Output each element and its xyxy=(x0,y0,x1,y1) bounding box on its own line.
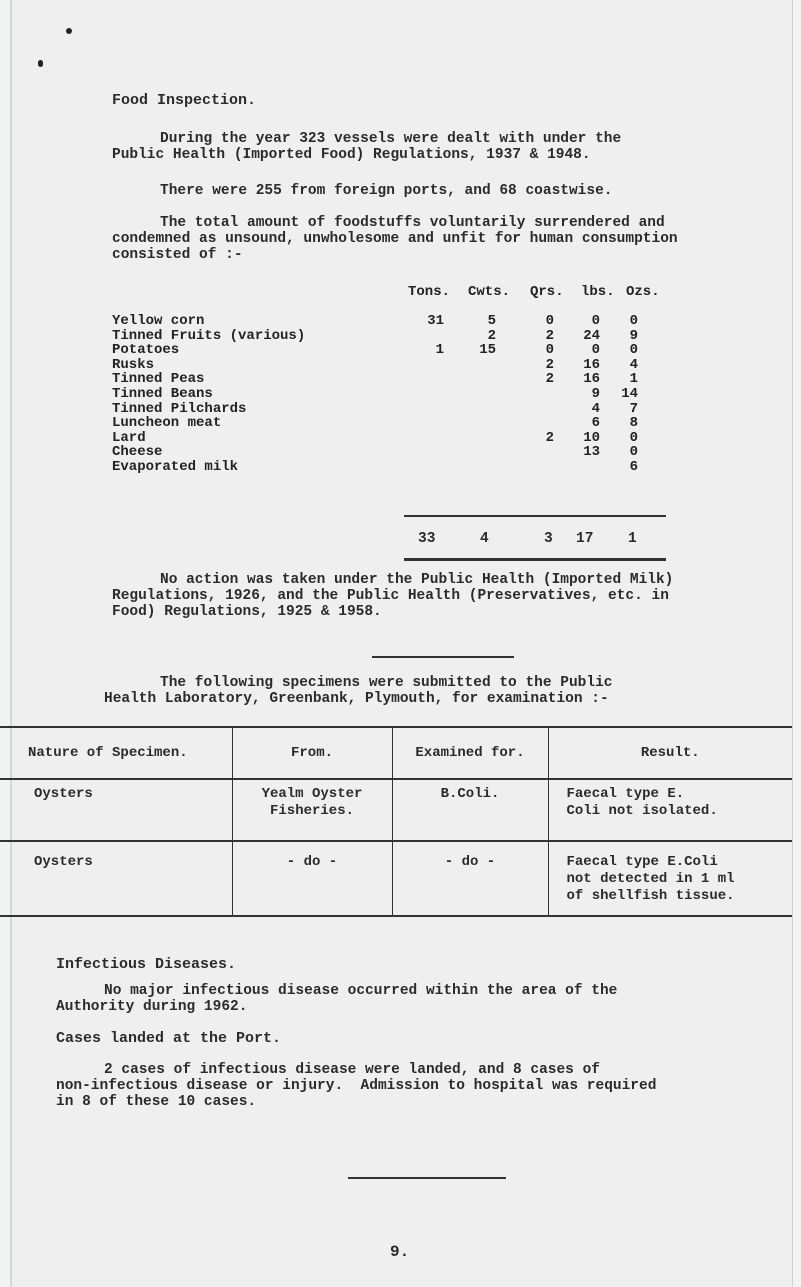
lbs-value: 10 xyxy=(583,429,600,446)
qrs-value: 2 xyxy=(545,356,554,373)
para3-line2: condemned as unsound, unwholesome and unfit for human consumption xyxy=(112,231,678,247)
total-cwts: 4 xyxy=(480,531,489,547)
inventory-item: Evaporated milk xyxy=(112,458,239,475)
tons-column xyxy=(414,314,444,358)
ozs-column xyxy=(612,314,638,475)
no-action-line3: Food) Regulations, 1925 & 1958. xyxy=(112,604,382,620)
ozs-value: 9 xyxy=(629,327,638,344)
cases-para-line2: non-infectious disease or injury. Admission to hospital was required xyxy=(56,1078,657,1094)
table-row xyxy=(0,841,792,916)
qrs-value: 0 xyxy=(545,342,554,359)
no-action-line1: No action was taken under the Public Health (Imported Milk) xyxy=(160,572,674,588)
ozs-value: 7 xyxy=(629,400,638,417)
infectious-para-line1: No major infectious disease occurred within the area of the xyxy=(104,983,618,999)
inventory-item: Luncheon meat xyxy=(112,415,222,432)
cwts-value: 5 xyxy=(487,313,496,329)
ozs-value: 14 xyxy=(621,385,638,402)
ozs-value: 0 xyxy=(629,429,638,446)
lbs-column xyxy=(570,314,600,460)
qrs-value-lard: 2 xyxy=(545,429,554,446)
col-head-lbs: lbs. xyxy=(581,284,615,300)
total-qrs: 3 xyxy=(544,531,553,547)
lbs-value: 9 xyxy=(591,385,600,402)
result-cell-line1: Faecal type E. xyxy=(566,786,685,802)
specimen-table xyxy=(0,726,792,917)
lbs-value: 16 xyxy=(583,356,600,373)
para2: There were 255 from foreign ports, and 68 coastwise. xyxy=(160,183,613,199)
infectious-heading: Infectious Diseases. xyxy=(56,956,237,973)
ink-speck xyxy=(66,28,72,34)
qrs-value: 2 xyxy=(545,327,554,344)
no-action-line2: Regulations, 1926, and the Public Health (Preservatives, etc. in xyxy=(112,588,669,604)
table-row xyxy=(0,779,792,841)
ozs-value: 6 xyxy=(629,458,638,475)
ozs-value: 8 xyxy=(629,415,638,432)
lbs-value: 0 xyxy=(591,342,600,359)
header-result: Result. xyxy=(548,727,792,779)
examined-cell: - do - xyxy=(444,854,496,870)
examined-cell: B.Coli. xyxy=(440,786,500,802)
header-nature: Nature of Specimen. xyxy=(0,727,232,779)
col-head-tons: Tons. xyxy=(408,284,451,300)
tons-value: 31 xyxy=(427,313,444,329)
lbs-value: 16 xyxy=(583,371,600,388)
inventory-item: Potatoes xyxy=(112,342,180,359)
lbs-value: 6 xyxy=(591,415,600,432)
inventory-item: Tinned Beans xyxy=(112,385,213,402)
cases-para-line3: in 8 of these 10 cases. xyxy=(56,1094,257,1110)
lbs-value: 24 xyxy=(583,327,600,344)
qrs-column xyxy=(528,314,554,445)
inventory-item: Tinned Pilchards xyxy=(112,400,247,417)
total-ozs: 1 xyxy=(628,531,637,547)
tons-value: 1 xyxy=(435,342,444,359)
qrs-value: 2 xyxy=(545,371,554,388)
ozs-value: 0 xyxy=(629,444,638,461)
ink-speck xyxy=(38,60,43,67)
specimens-intro-line1: The following specimens were submitted to the Public xyxy=(160,675,613,691)
inventory-item: Lard xyxy=(112,429,146,446)
cwts-value: 2 xyxy=(487,327,496,344)
para3-line3: consisted of :- xyxy=(112,247,243,263)
para1-line2: Public Health (Imported Food) Regulations, 1937 & 1948. xyxy=(112,147,591,163)
ozs-value: 4 xyxy=(629,356,638,373)
lbs-value: 0 xyxy=(591,313,600,329)
specimens-intro-line2: Health Laboratory, Greenbank, Plymouth, for examination :- xyxy=(104,691,609,707)
cases-para-line1: 2 cases of infectious disease were landed, and 8 cases of xyxy=(104,1062,600,1078)
para1-line1: During the year 323 vessels were dealt with under the xyxy=(160,131,622,147)
inventory-item: Rusks xyxy=(112,356,155,373)
inventory-item: Cheese xyxy=(112,444,163,461)
lbs-value: 13 xyxy=(583,444,600,461)
cases-landed-heading: Cases landed at the Port. xyxy=(56,1030,282,1047)
inventory-item: Tinned Peas xyxy=(112,371,205,388)
total-lbs: 17 xyxy=(576,531,594,547)
from-cell-line2: Fisheries. xyxy=(269,803,354,819)
from-cell-line1: Yealm Oyster xyxy=(261,786,363,802)
page-number: 9. xyxy=(390,1243,410,1261)
header-from: From. xyxy=(232,727,392,779)
totals-top-rule xyxy=(404,515,666,517)
cwts-column xyxy=(466,314,496,358)
infectious-para-line2: Authority during 1962. xyxy=(56,999,248,1015)
inventory-item: Tinned Fruits (various) xyxy=(112,327,306,344)
nature-cell: Oysters xyxy=(34,854,93,870)
from-cell-line1: - do - xyxy=(286,854,338,870)
qrs-value: 0 xyxy=(545,313,554,329)
result-cell-line2: not detected in 1 ml xyxy=(566,871,735,887)
lbs-value: 4 xyxy=(591,400,600,417)
food-inspection-heading: Food Inspection. xyxy=(112,92,257,109)
result-cell-line3: of shellfish tissue. xyxy=(566,888,735,904)
tons-value xyxy=(414,329,444,344)
result-cell-line1: Faecal type E.Coli xyxy=(566,854,718,870)
ozs-value: 0 xyxy=(629,342,638,359)
cwts-value: 15 xyxy=(479,342,496,359)
col-head-ozs: Ozs. xyxy=(626,284,660,300)
para3-line1: The total amount of foodstuffs voluntarily surrendered and xyxy=(160,215,665,231)
ozs-value: 1 xyxy=(629,371,638,388)
inventory-item-list xyxy=(112,314,305,475)
specimen-table-header xyxy=(0,727,792,779)
nature-cell: Oysters xyxy=(34,786,93,802)
total-tons: 33 xyxy=(418,531,436,547)
totals-bottom-rule xyxy=(404,558,666,561)
inventory-item: Yellow corn xyxy=(112,313,205,329)
ozs-value: 0 xyxy=(629,313,638,329)
col-head-cwts: Cwts. xyxy=(468,284,511,300)
bottom-divider xyxy=(348,1177,506,1179)
header-examined: Examined for. xyxy=(392,727,548,779)
section-divider xyxy=(372,656,514,658)
col-head-qrs: Qrs. xyxy=(530,284,564,300)
result-cell-line2: Coli not isolated. xyxy=(566,803,718,819)
